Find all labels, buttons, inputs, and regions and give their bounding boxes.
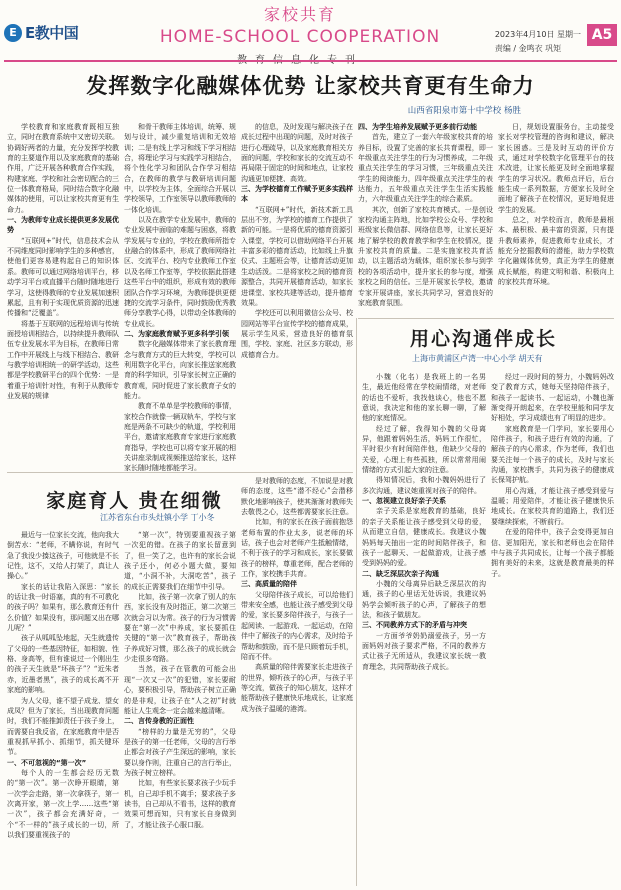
paragraph: 为人父母，谁不望子成龙、望女成凤？但为了家长，当出现教育问题时，我们不能推卸责任于孩子身上，而需要自我反省，在家庭教育中是否重视抓早抓小、抓细节，抓关键环节。: [7, 696, 119, 757]
paragraph: 孩子从呱呱坠地起，天生就遗传了父母的一些基因特征，如相貌、性格、身高等，但有谁说过一个刚出生的孩子天生就是“坏孩子”？“近朱者赤，近墨者黑”，孩子的成长离不开家庭的影响。: [7, 634, 119, 695]
paragraph: 用心沟通，才能让孩子感受到爱与温暖；用爱陪伴，才能让孩子健康快乐地成长。在家校共育的道路上，我们还要继续探索，不断前行。: [491, 486, 614, 526]
section-title-en: HOME-SCHOOL COOPERATION: [159, 27, 441, 47]
paragraph: 学校还可以利用微信公众号、校园网站等平台宣传学校的德育成果，展示学生风采，营造良好的德育氛围，学校、家庭、社区多方联动，形成德育合力。: [241, 309, 353, 359]
paragraph: 当然，孩子在管教的可能会出现“一次又一次”的犯错，家长要耐心，要积极引导，帮助孩子树立正确的是非观，让孩子在“人之初”时就能让人生观念一定会越来越清晰。: [124, 665, 236, 715]
paragraph: 比如，有些家长要求孩子少玩手机，自己却手机不离手；要求孩子多读书，自己却从不看书，这样的教育效果可想而知，只有家长自身做到了，才能让孩子心服口服。: [124, 779, 236, 829]
article1-title: 发挥数字化融媒体优势 让家校共育更有生命力: [86, 74, 535, 98]
issue-info: [495, 28, 581, 56]
paragraph: 其次，创新了家校共育模式。一是创设家校沟通主阵地，比如学校公众号、学校和班级家长微信群、网络信息等，让家长更好地了解学校的教育教学和学生在校情况，提升家校共育的质量。二是实施家校共育活动，以主题活动为载体，组织家长参与到学校的各项活动中，提升家长的参与度，增强家校之间的信任。三是开展家长学校，邀请专家开展讲座，家长共同学习，营造良好的家庭教育氛围。: [358, 205, 493, 307]
paragraph: “第一次”，特别要重视孩子第一次犯的错。在孩子的家长留意到了，但一笑了之，也许有的家长会说孩子还小，何必小题大做，要知道，“小洞不补，大洞吃苦”，孩子的成长正需要我们在细节中引导。: [124, 531, 236, 591]
article2-column-1: [7, 530, 119, 886]
subheading: 二、为家庭教育赋予更多科学引领: [124, 329, 229, 338]
paragraph: 以及在教学专业发展中，教师的专业发展中面临的难题与困惑，将教学发展与专业的，学校在教师所指专业融合的体系中，形成了教师网络社区、交流平台、校内专业教师工作室以及名师工作室等，学校依据此搭建这些平台中的组织，形成有效的教师团队合作学习环境，为教师提供更便捷的交流学习条件，同时鼓励优秀教师分享教学心得，以带动全体教师的专业成长。: [124, 216, 236, 328]
article1-byline: 山西省阳泉市第十中学校 杨胜: [407, 106, 521, 116]
paragraph: 经过一段时间的努力，小魏妈妈改变了教育方式，她每天坚持陪伴孩子，和孩子一起读书、一起运动，小魏也渐渐变得开朗起来，在学校里能和同学友好相处，学习成绩也有了明显的进步。: [491, 373, 614, 423]
section-header: [150, 2, 450, 66]
header-rule: [4, 60, 617, 62]
paragraph: 家长的话让我陷入深思：“家长的话让我一时语塞，真的有不可教化的孩子吗？如果有，那么教育还有什么价值？如果没有，那问题又出在哪儿呢？”: [7, 582, 119, 633]
paragraph: 数字化融媒体带来了家长教育理念与教育方式的巨大转变，学校可以利用数字化平台，向家长推送家庭教育的科学知识，引导家长树立正确的教育观，同时促进了家长教育子女的能力。: [124, 340, 236, 400]
paragraph: 比如，孩子第一次拿了别人的东西，家长没有及时指正，第二次第三次就会习以为常。孩子的行为习惯需要在“第一次”中养成，家长要抓住关键的“第一次”教育孩子，帮助孩子养成好习惯，那么孩子的成长就会少走很多弯路。: [124, 593, 236, 664]
paragraph: 的信息，及时发现与解决孩子在成长过程中出现的问题，及时对孩子进行心理疏导，以及家庭教育相关方面的问题，学校和家长的交流互动不再局限于固定的时间和地点，让家校沟通更加便捷、高效。: [241, 123, 353, 183]
article1-column-4: [358, 122, 493, 312]
article3-column-1: [362, 372, 486, 886]
subheading: 三、为学校德育工作赋予更多实践样本: [241, 185, 353, 204]
subheading: 一、不可忽视的“第一次”: [7, 758, 87, 767]
paragraph: 经过了解，我得知小魏的父母离异，他跟着妈妈生活，妈妈工作很忙，平时很少有时间陪伴他，他缺少父母的关爱，心理上有些孤独，所以常常用闹情绪的方式引起大家的注意。: [362, 424, 486, 475]
paragraph: 小魏（化名）是我班上的一名男生，最近他经常在学校闹情绪，对老师的话也不爱听，我找他谈心，他也不愿意说，我决定和他的家长聊一聊，了解他的家庭情况。: [362, 373, 486, 423]
paragraph: 最近与一位家长交流，他向我大倒苦水：“老师，不瞒你说，有时气急了我没少揍这孩子，可他就是不长记性，这不，又给人打架了，真让人操心。”: [7, 531, 119, 581]
article2-title: 家庭育人 贵在细微: [46, 490, 223, 512]
article1-column-5: [498, 122, 614, 312]
paragraph: 每个人的一生都会经历无数的“第一次”。第一次睁开眼睛，第一次学会走路，第一次拿筷子，第一次离开家，第一次上学……这些“第一次”，孩子都会充满好奇，一个“不一样的”孩子成长的一切，所以我们要重视孩子的: [7, 768, 119, 839]
paragraph: 小魏的父母离异后缺乏深层次的沟通，孩子的心里话无处诉说，我建议妈妈学会倾听孩子的心声，了解孩子的想法，和孩子做朋友。: [362, 579, 486, 619]
article2-byline: 江苏省东台市头灶镇小学 丁小冬: [100, 513, 215, 522]
article1-column-1: [7, 122, 119, 464]
paragraph: 将基于互联网的远程培训与传统面授培训相结合，以持续提升教师队伍专业发展水平为目标，在教师日常工作中开展线上与线下相结合、教研与教学培训相统一的研学活动，这些都是学校教研平台的四个优势：一是着重于培训针对性，有利于从教师专业发展的规律: [7, 319, 119, 400]
paragraph: 首先，建立了一套六年级家校共育的培养目标，设置了完善的家长共育课程，即一年级重点关注学生的行为习惯养成，二年级重点关注学生的学习习惯，三年级重点关注学生的阅读能力，四年级重点关注学生的表达能力，五年级重点关注学生生活实践能力，六年级重点关注学生的综合素质。: [358, 133, 493, 204]
paragraph: 父母陪伴孩子成长，可以给他们带来安全感，也能让孩子感受到父母的爱，家长要多陪伴孩子，与孩子一起阅读、一起游戏、一起运动，在陪伴中了解孩子的内心需求，及时给予帮助和鼓励，而不是只顾着玩手机，陪而不伴。: [241, 590, 353, 661]
issue-editor: 责编 / 金鸣衣 巩矩: [494, 44, 562, 53]
article3-title: 用心沟通伴成长: [410, 328, 558, 350]
paragraph: 教育不单单是学校教师的事情，家校合作就像一辆双轨车，学校与家庭是两条不可缺少的轨道，学校利用平台，邀请家庭教育专家进行家庭教育指导，学校也可以将专家开展的相关讲座录制成视频推送给家长，这样家长随时随地都能学习。: [124, 402, 236, 473]
masthead: [0, 0, 621, 62]
divider: [358, 318, 614, 319]
logo[interactable]: [4, 22, 78, 43]
paragraph: 总之，对学校而言，教师是最根本、最积极、最丰富的资源，只有提升教师素养，促进教师专业成长，才能充分挖掘教师的潜能，助力学校数字化融媒体优势，真正为学生的健康成长赋能，构建文明和谐、积极向上的家校共育环境。: [498, 216, 614, 287]
paragraph: 在爱的陪伴中，孩子会变得更加自信、更加阳光，家长和老师也会在陪伴中与孩子共同成长，让每一个孩子都能拥有美好的未来，这就是教育最美的样子。: [491, 528, 614, 578]
article1-column-3: [241, 122, 353, 464]
paragraph: “互联网+”时代，信息技术会从不同维度同时影响学生的多种感官，使他们更容易建构起自己的知识体系。教师可以通过网络培训平台，移动学习平台或直播平台随时随地进行学习，这使得教师的专业发展加速积累起，且有利于实现优质资源的迅速传播和“泛覆盖”。: [7, 236, 119, 318]
page-number: A5: [587, 24, 617, 46]
paragraph: “互联网+”时代，新技术新工具层出不穷，为学校的德育工作提供了新的可能。一是将优质的德育资源引入课堂，学校可以借助网络平台开展丰富多彩的德育活动，比如线上升旗仪式、主题班会等，让德育活动更加生动活泼。二是将家校之间的德育资源整合，共同开展德育活动，如家长进课堂、家校共建等活动，提升德育效果。: [241, 205, 353, 307]
paragraph: 家庭教育是一门学问，家长要用心陪伴孩子，和孩子进行有效的沟通，了解孩子的内心需求，作为老师，我们也要关注每一个孩子的成长，及时与家长沟通，家校携手，共同为孩子的健康成长保驾护航。: [491, 424, 614, 485]
article3-column-2: [491, 372, 614, 886]
paragraph: 和骨干教师主体培训，统筹、规划与设计，减少重复培训和无效培训；二是有线上学习和线下学习相结合，将理论学习与实践学习相结合，将个性化学习和团队合作学习相结合，在教师的教学与教研培训问题中，以学校为主体，全面综合开展以学校领导，工作室领导以教师教师的一体化培训。: [124, 123, 236, 214]
logo-badge-icon: E: [4, 24, 22, 42]
section-subtitle: [150, 51, 450, 66]
section-title-cn: 家校共育: [263, 5, 336, 24]
paragraph: 得知情况后，我和小魏妈妈进行了多次沟通，建议她重视对孩子的陪伴。: [362, 476, 486, 495]
divider: [356, 318, 357, 886]
article2-column-3: [241, 476, 353, 886]
subheading: 一、为教师专业成长提供更多发展优势: [7, 216, 119, 235]
subheading: 二、缺乏深层次亲子沟通: [362, 569, 439, 578]
paragraph: 高质量的陪伴需要家长走进孩子的世界，倾听孩子的心声，与孩子平等交流，做孩子的知心朋友，这样才能帮助孩子健康快乐地成长，让家庭成为孩子温暖的港湾。: [241, 663, 353, 713]
article2-column-2: [124, 530, 236, 886]
subheading: 三、高质量的陪伴: [241, 580, 297, 589]
article3-byline: 上海市黄浦区卢湾一中心小学 胡天有: [412, 354, 543, 363]
paragraph: 日，规划设置服务台，主动接受家长对学校管理的咨询和建议，解决家长困惑。三是及时互动的评价方式，通过对学校数字化管理平台的技术改进，让家长能更及时全面地掌握学生的学习状况。教师点评后，后台能生成一系列数据，方便家长及时全面地了解孩子在校情况，更好地促进学生的发展。: [498, 123, 614, 214]
logo-text: E教中国: [25, 24, 79, 42]
issue-date: 2023年4月10日 星期一: [494, 30, 581, 39]
subheading: 二、言传身教的正面性: [124, 717, 194, 726]
paragraph: 一方面爷爷奶奶溺爱孩子，另一方面妈妈对孩子要求严格，不同的教养方式让孩子无所适从，我建议家长统一教育理念，共同帮助孩子成长。: [362, 631, 486, 671]
paragraph: 学校教育和家庭教育既相互独立，同时在教育系统中又密切关联。协调好两者的力量，充分发挥学校教育的主要道作用以及家庭教育的基础作用，广泛开展各种教育合作实践，构建家庭、学校和社会密切配合的三位一体教育格局，同时结合数字化融媒体的使用，可以让家校共育更有生命力。: [7, 123, 119, 214]
subheading: 三、不同教养方式下的矛盾与冲突: [362, 621, 467, 630]
paragraph: 是对教师的态度，不加说是对教师的态度，这些“潜不经心”会潜移默化地影响孩子，使其渐渐对教师失去敬畏之心，这些都需要家长注意。: [241, 477, 353, 517]
paragraph: 亲子关系是家庭教育的基础，良好的亲子关系能让孩子感受到父母的爱，从而建立自信，健康成长。我建议小魏妈妈每天抽出一定的时间陪伴孩子，和孩子一起聊天、一起做游戏，让孩子感受到妈妈的爱。: [362, 507, 486, 568]
paragraph: 比如，有的家长在孩子面前抱怨老师布置的作业太多，说老师的坏话，孩子也会对老师产生抵触情绪，不利于孩子的学习和成长，家长要做孩子的榜样，尊重老师，配合老师的工作，家校携手共育。: [241, 518, 353, 579]
divider: [7, 472, 353, 473]
subheading: 一、忽视建立良好亲子关系: [362, 497, 446, 506]
article1-column-2: [124, 122, 236, 473]
paragraph: “榜样的力量是无穷的”，父母是孩子的第一任老师，父母的言行举止都会对孩子产生深远的影响，家长要以身作则，注重自己的言行举止，为孩子树立榜样。: [124, 727, 236, 777]
subheading: 四、为学生培养发展赋予更多前行动能: [358, 123, 477, 131]
